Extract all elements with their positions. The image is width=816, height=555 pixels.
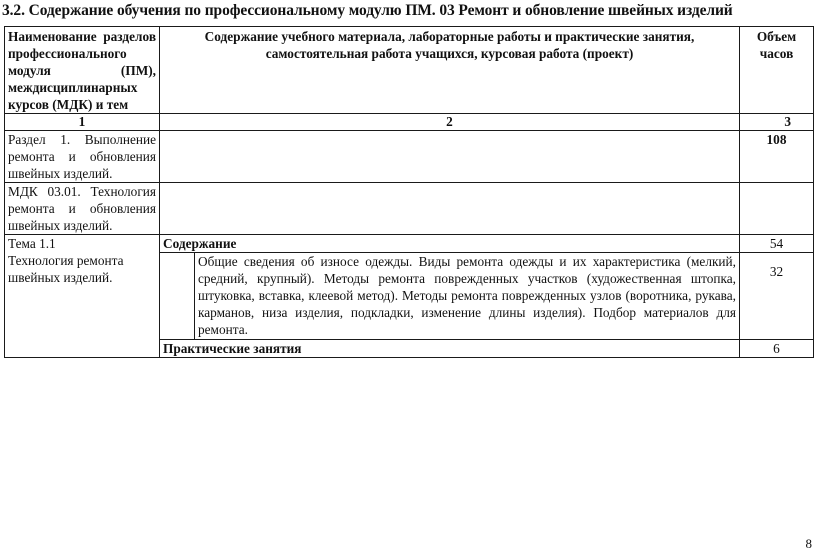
- column-number-1: 1: [5, 114, 160, 131]
- section-content: [160, 131, 740, 183]
- topic-content-text-hours: 32: [740, 253, 814, 340]
- section-name: Раздел 1. Выполнение ремонта и обновления швейных изделий.: [5, 131, 160, 183]
- section-row: [5, 131, 814, 183]
- mdk-hours: [740, 183, 814, 235]
- column-numbers-row: [5, 114, 814, 131]
- topic-content-label: Содержание: [160, 235, 740, 253]
- topic-content-hours: 54: [740, 235, 814, 253]
- header-sections: Наименование разделов профессионального модуля (ПМ), междисциплинарных курсов (МДК) и тем: [5, 27, 160, 114]
- header-row: [5, 27, 814, 114]
- section-title: 3.2. Содержание обучения по профессиональному модулю ПМ. 03 Ремонт и обновление швейных изделий: [2, 2, 733, 19]
- topic-content-label-row: [5, 235, 814, 253]
- topic-title: Технология ремонта швейных изделий.: [8, 253, 124, 285]
- mdk-row: [5, 183, 814, 235]
- curriculum-table: [4, 26, 814, 358]
- mdk-name: МДК 03.01. Технология ремонта и обновления швейных изделий.: [5, 183, 160, 235]
- topic-content-text: Общие сведения об износе одежды. Виды ремонта одежды и их характеристика (мелкий, средний, крупный). Методы ремонта поврежденных участков (художественная штопка, штуковка, вставка, клеевой метод). Методы ремонта поврежденных узлов (воротника, рукава, карманов, низа изделия, подкладки, изменение длины изделия). Подбор материалов для ремонта.: [195, 253, 740, 340]
- header-hours: Объем часов: [740, 27, 814, 114]
- practice-label: Практические занятия: [160, 340, 740, 358]
- section-hours: 108: [740, 131, 814, 183]
- practice-hours: 6: [740, 340, 814, 358]
- column-number-2: 2: [160, 114, 740, 131]
- column-number-3: 3: [740, 114, 814, 131]
- topic-number: Тема 1.1: [8, 236, 56, 251]
- header-content: Содержание учебного материала, лабораторные работы и практические занятия, самостоятельная работа учащихся, курсовая работа (проект): [160, 27, 740, 114]
- topic-content-indent: [160, 253, 195, 340]
- page-number: 8: [805, 536, 812, 551]
- topic-name: [5, 235, 160, 358]
- mdk-content: [160, 183, 740, 235]
